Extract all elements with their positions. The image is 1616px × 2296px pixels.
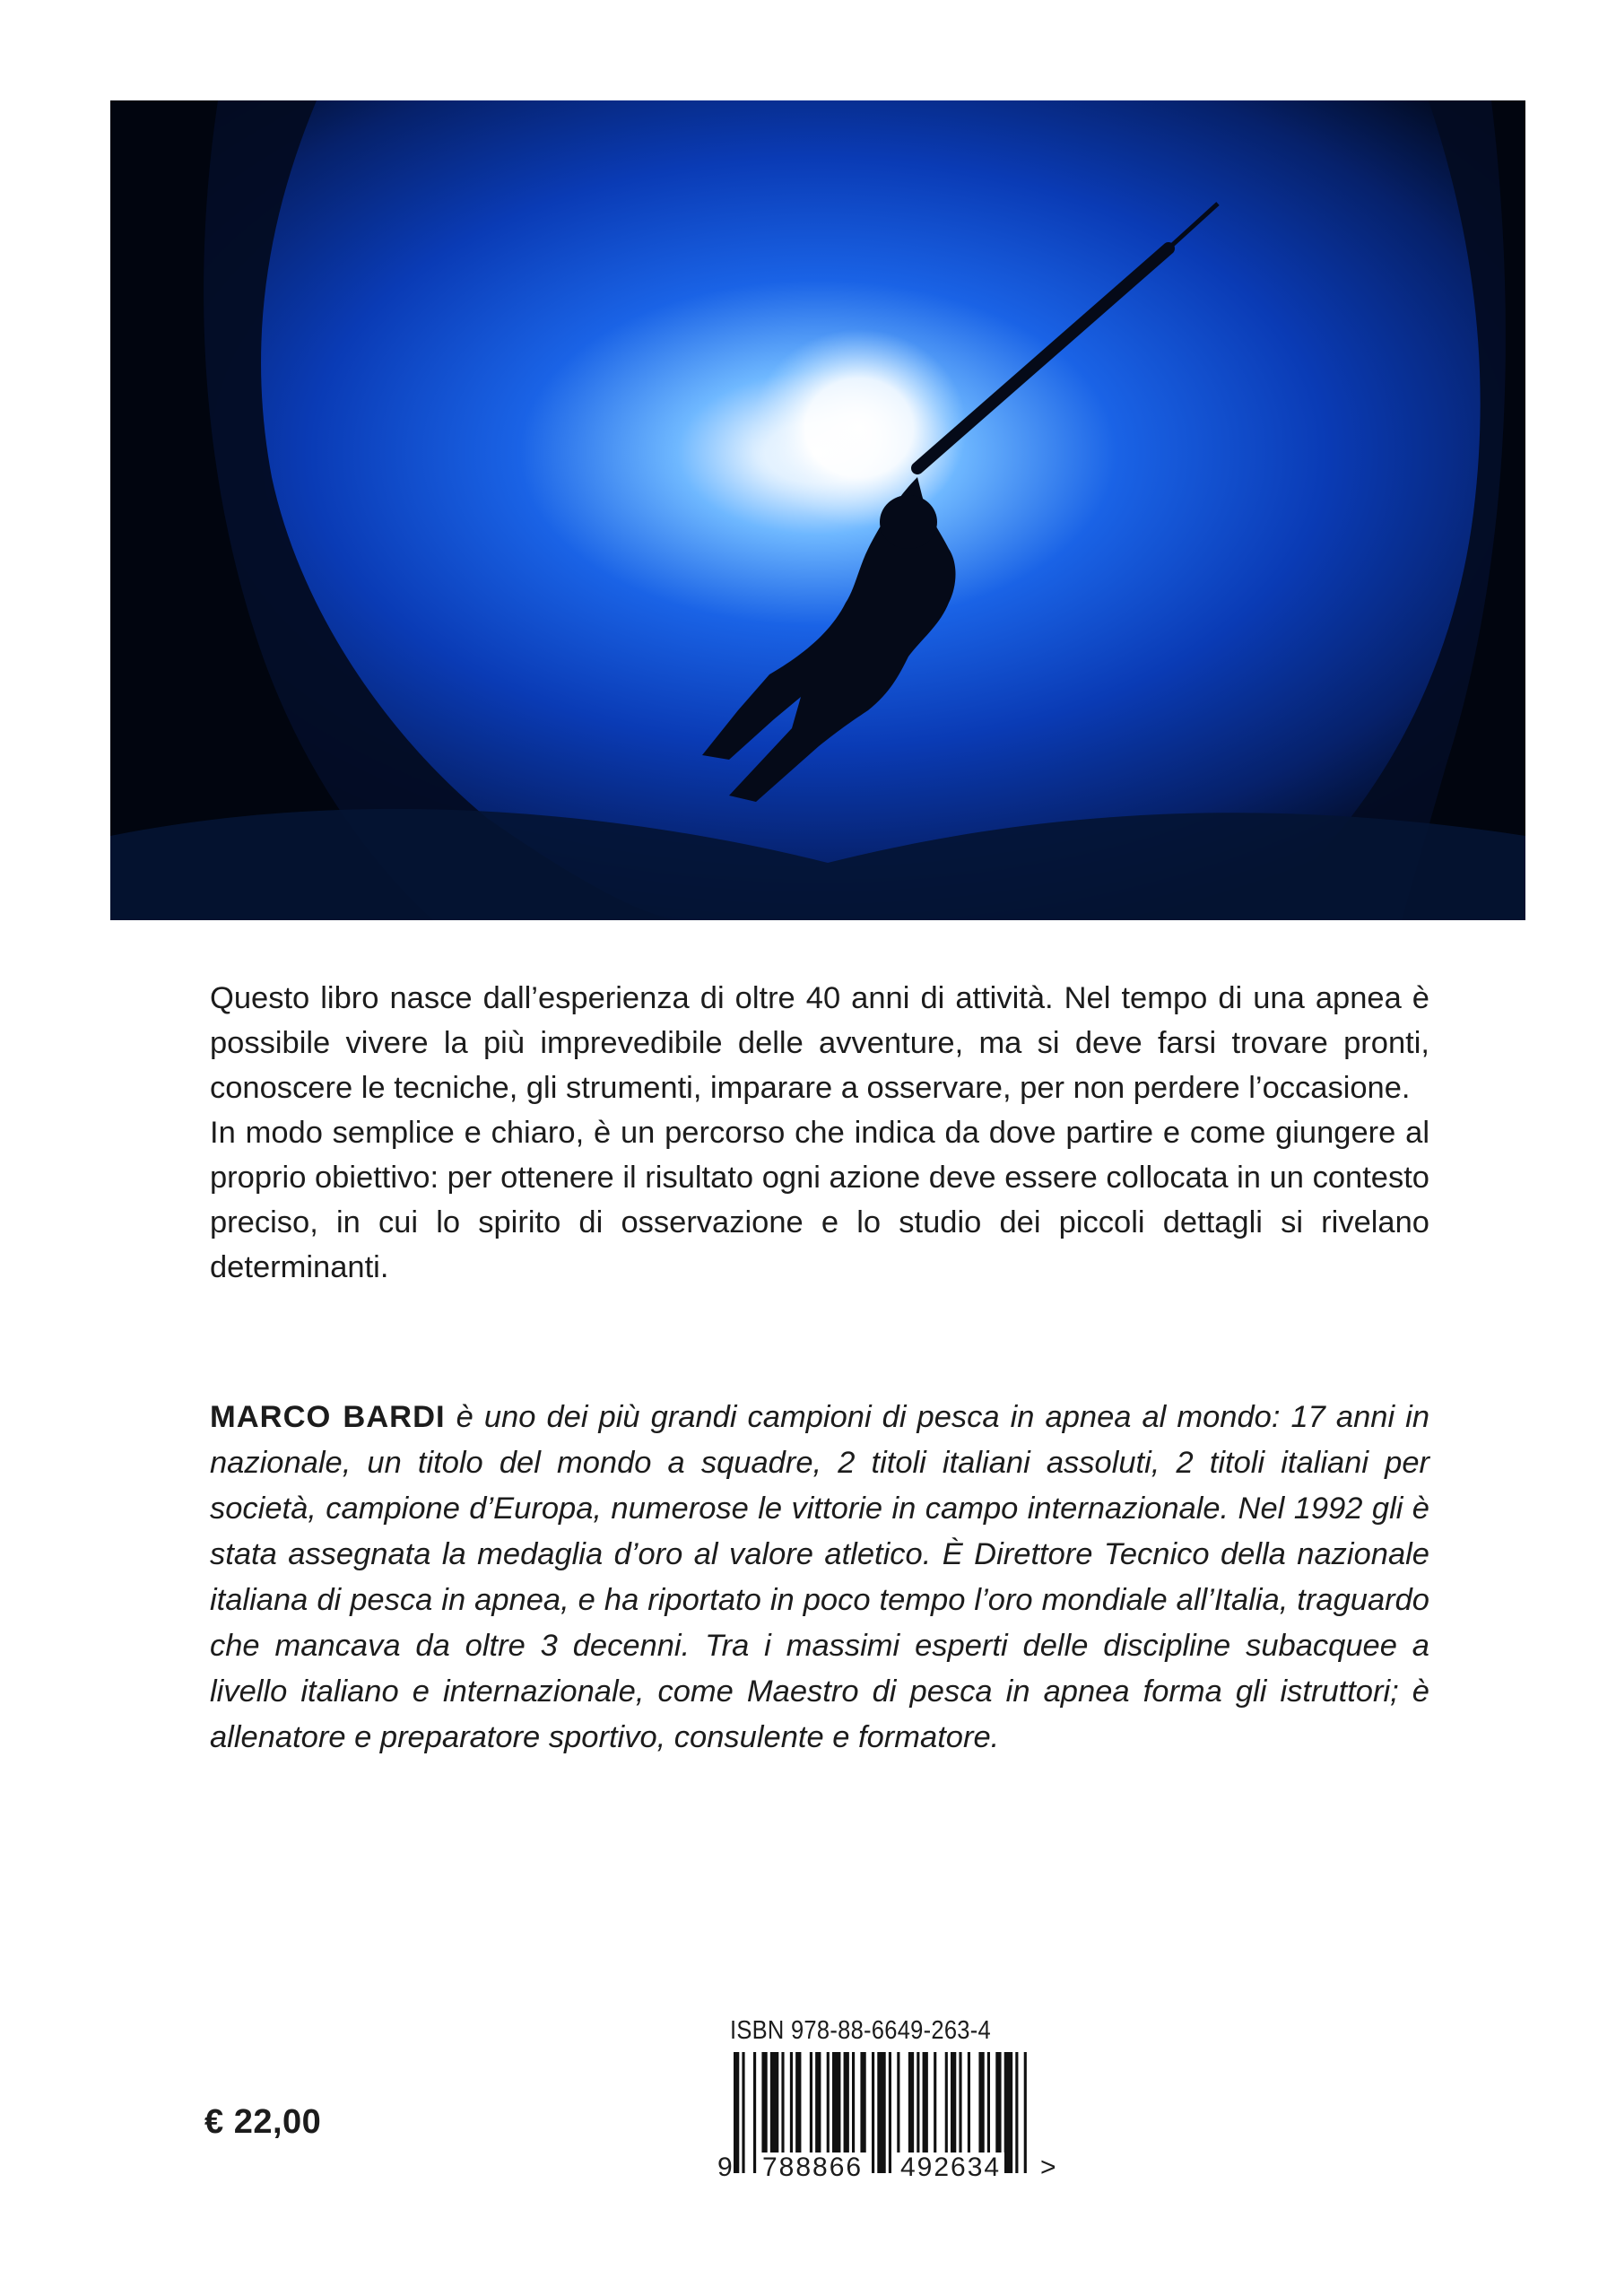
ean-left-digits: 788866 [759, 2152, 866, 2183]
barcode-bar [889, 2052, 891, 2173]
ean-right-digits: 492634 [897, 2152, 1004, 2183]
barcode-bar [742, 2052, 744, 2173]
ean-quiet-zone-arrow: > [1040, 2152, 1056, 2182]
underwater-spearfisher-photo [110, 100, 1525, 920]
barcode-bar [1015, 2052, 1018, 2173]
price-label: € 22,00 [204, 2103, 322, 2141]
isbn-barcode [717, 2016, 1067, 2196]
barcode-bar [1004, 2052, 1012, 2173]
barcode-bar [1024, 2052, 1027, 2173]
barcode-bar [734, 2052, 739, 2173]
ean-first-digit: 9 [717, 2152, 733, 2182]
author-bio [210, 1395, 1429, 1761]
author-bio-text: è uno dei più grandi campioni di pesca in apnea al mondo: 17 anni in nazionale, un titolo del mondo a squadre, 2 titoli italiani assoluti, 2 titoli italiani per società, campione d’Europa, numerose le vittorie in campo internazionale. Nel 1992 gli è stata assegnata la medaglia d’oro al valore atletico. È Direttore Tecnico della nazionale italiana di pesca in apnea, e ha riportato in poco tempo l’oro mondiale all’Italia, traguardo che mancava da oltre 3 decenni. Tra i massimi esperti delle discipline subacquee a livello italiano e internazionale, come Maestro di pesca in apnea forma gli istruttori; è allenatore e preparatore sportivo, consulente e formatore. [210, 1400, 1430, 1754]
cover-photo [110, 100, 1525, 920]
isbn-label: ISBN 978-88-6649-263-4 [730, 2016, 991, 2045]
book-blurb [210, 976, 1429, 1290]
blurb-paragraph: Questo libro nasce dall’esperienza di oltre 40 anni di attività. Nel tempo di una apnea è possibile vivere la più imprevedibile delle avventure, ma si deve farsi trovare pronti, conoscere le tecniche, gli strumenti, imparare a osservare, per non perdere l’occasione. [210, 981, 1429, 1105]
barcode-bar [877, 2052, 885, 2173]
author-name: MARCO BARDI [210, 1400, 446, 1434]
blurb-paragraph: In modo semplice e chiaro, è un percorso che indica da dove partire e come giungere al proprio obiettivo: per ottenere il risultato ogni azione deve essere collocata in un contesto preciso, in cui lo spirito di osservazione e lo studio dei piccoli dettagli si rivelano determinanti. [210, 1116, 1429, 1284]
barcode-bar [753, 2052, 756, 2173]
barcode-bar [872, 2052, 874, 2173]
